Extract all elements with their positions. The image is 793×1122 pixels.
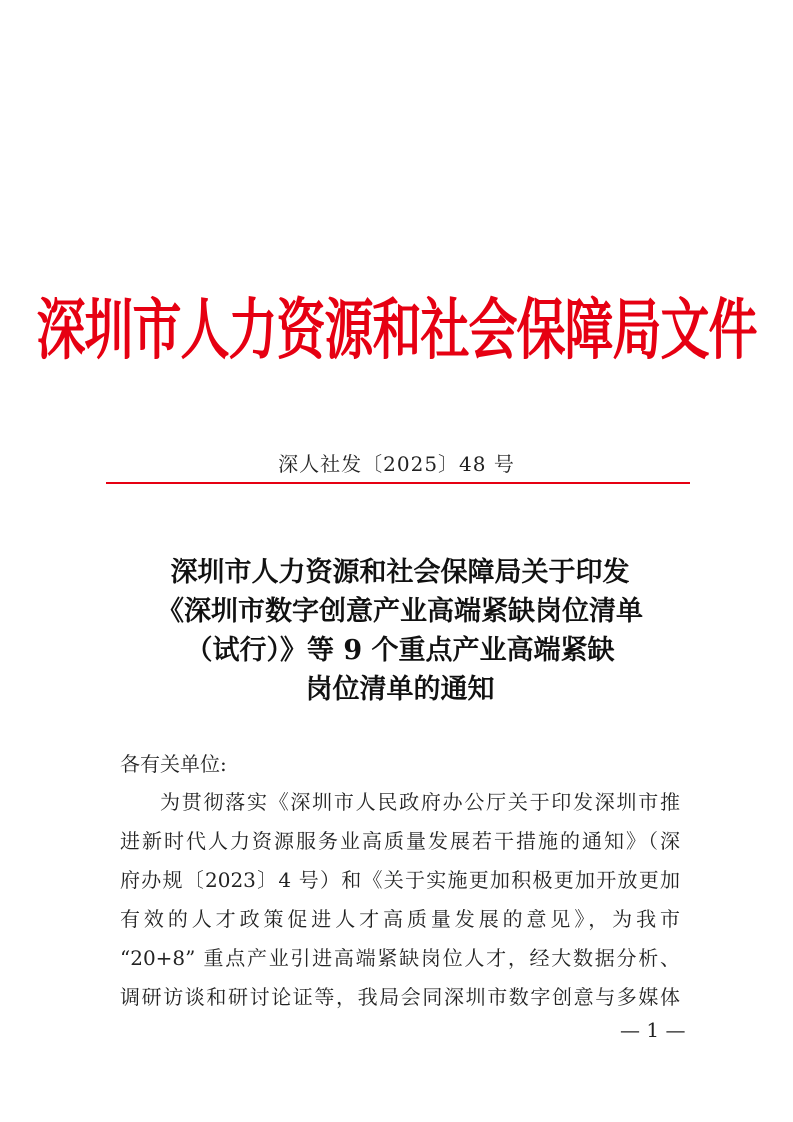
body-line-1: 为贯彻落实《深圳市人民政府办公厅关于印发深圳市推 — [160, 790, 680, 814]
body-paragraph — [120, 783, 680, 1017]
title-line-2: 《深圳市数字创意产业高端紧缺岗位清单 — [157, 596, 643, 627]
masthead-title: 深圳市人力资源和社会保障局文件 — [36, 290, 757, 369]
page-number: — 1 — — [620, 1018, 686, 1042]
title-line-3: （试行）》等 9 个重点产业高端紧缺 — [185, 635, 615, 666]
title-line-4: 岗位清单的通知 — [305, 674, 495, 705]
title-line-1: 深圳市人力资源和社会保障局关于印发 — [170, 557, 630, 588]
document-number: 深人社发〔2025〕48 号 — [278, 452, 515, 476]
body-line-4: 有效的人才政策促进人才高质量发展的意见》，为我市 — [120, 907, 680, 931]
salutation: 各有关单位: — [120, 752, 227, 776]
body-line-3: 府办规〔2023〕4 号）和《关于实施更加积极更加开放更加 — [120, 868, 680, 892]
body-line-5: “20+8” 重点产业引进高端紧缺岗位人才，经大数据分析、 — [120, 946, 680, 970]
body-line-6: 调研访谈和研讨论证等，我局会同深圳市数字创意与多媒体 — [120, 985, 680, 1009]
notice-title — [110, 553, 690, 709]
body-line-2: 进新时代人力资源服务业高质量发展若干措施的通知》（深 — [120, 829, 680, 853]
red-divider-line — [106, 482, 690, 484]
